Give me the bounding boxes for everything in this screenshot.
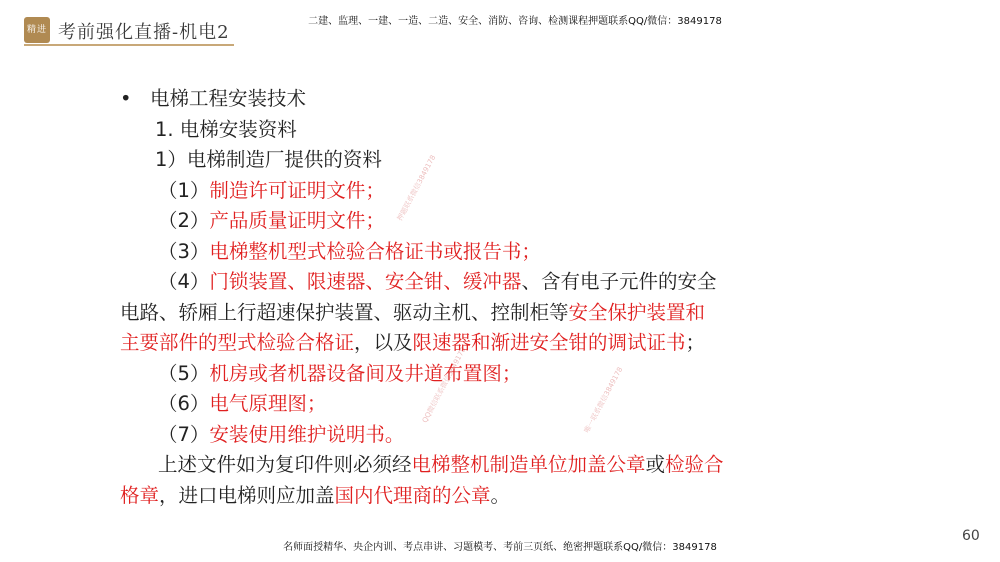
item-number: （2）: [158, 209, 210, 232]
item-text: ；: [685, 331, 706, 354]
item-text: 电梯整机型式检验合格证书或报告书；: [209, 239, 541, 263]
slide-content: [120, 84, 810, 511]
closing-line1: [120, 450, 810, 481]
list-item: [120, 237, 810, 268]
item-text-red: 安全保护装置和: [568, 300, 706, 324]
list-item: [120, 359, 810, 390]
closing-text: 上述文件如为复印件则必须经: [158, 453, 412, 476]
page-number: 60: [962, 528, 980, 544]
watermark: 唯一联系微信3849178: [582, 365, 625, 435]
list-item-4-line1: [120, 267, 810, 298]
brand-logo: 精进: [24, 17, 50, 43]
slide-header: [0, 0, 1000, 50]
closing-text-red: 电梯整机制造单位加盖公章: [411, 453, 646, 476]
top-banner: 二建、监理、一建、一造、二造、安全、消防、咨询、检测课程押题联系QQ/微信：3849178: [308, 16, 722, 27]
subsection-title: 1）电梯制造厂提供的资料: [155, 148, 382, 171]
list-item: [120, 420, 810, 451]
closing-text: 。: [490, 483, 511, 507]
item-number: （4）: [158, 270, 210, 293]
list-item: [120, 206, 810, 237]
item-text: 、含有电子元件的安全: [521, 270, 717, 293]
header-divider: [24, 44, 234, 46]
item-number: （3）: [158, 239, 210, 263]
item-text: ，以及: [354, 331, 413, 354]
course-title: 考前强化直播-机电2: [58, 22, 230, 43]
item-text: 电气原理图；: [209, 392, 327, 415]
closing-text-red: 国内代理商的公章: [334, 483, 491, 507]
closing-text-red: 格章: [120, 483, 160, 507]
closing-text: ，进口电梯则应加盖: [159, 483, 335, 507]
bottom-banner: 名师面授精华、央企内训、考点串讲、习题模考、考前三页纸、绝密押题联系QQ/微信：3849178: [283, 542, 717, 553]
bullet-icon: •: [120, 87, 132, 110]
main-heading: [120, 84, 810, 115]
list-item: [120, 389, 810, 420]
item-number: （7）: [158, 422, 210, 446]
watermark: 押题联系微信3849178: [395, 153, 438, 223]
item-text: 产品质量证明文件；: [209, 209, 385, 232]
item-text: 安装使用维护说明书。: [209, 422, 405, 446]
heading-text: 电梯工程安装技术: [150, 87, 307, 110]
closing-text: 或: [645, 453, 666, 476]
item-text: 机房或者机器设备间及井道布置图；: [209, 361, 522, 385]
item-number: （6）: [158, 392, 210, 415]
item-number: （1）: [158, 178, 210, 202]
section-title: 1. 电梯安装资料: [155, 117, 297, 141]
closing-line2: [120, 481, 810, 512]
list-item: [120, 176, 810, 207]
item-text-red: 限速器和渐进安全钳的调试证书: [412, 331, 686, 354]
item-number: （5）: [158, 361, 210, 385]
item-text-red: 门锁装置、限速器、安全钳、缓冲器: [209, 270, 522, 293]
item-text: 制造许可证明文件；: [209, 178, 385, 202]
item-text: 电路、轿厢上行超速保护装置、驱动主机、控制柜等: [120, 300, 569, 324]
watermark: QQ微信联系微信3849178: [420, 346, 468, 425]
item-text-red: 主要部件的型式检验合格证: [120, 331, 355, 354]
list-item-4-line2: [120, 298, 810, 329]
closing-text-red: 检验合: [665, 453, 724, 476]
